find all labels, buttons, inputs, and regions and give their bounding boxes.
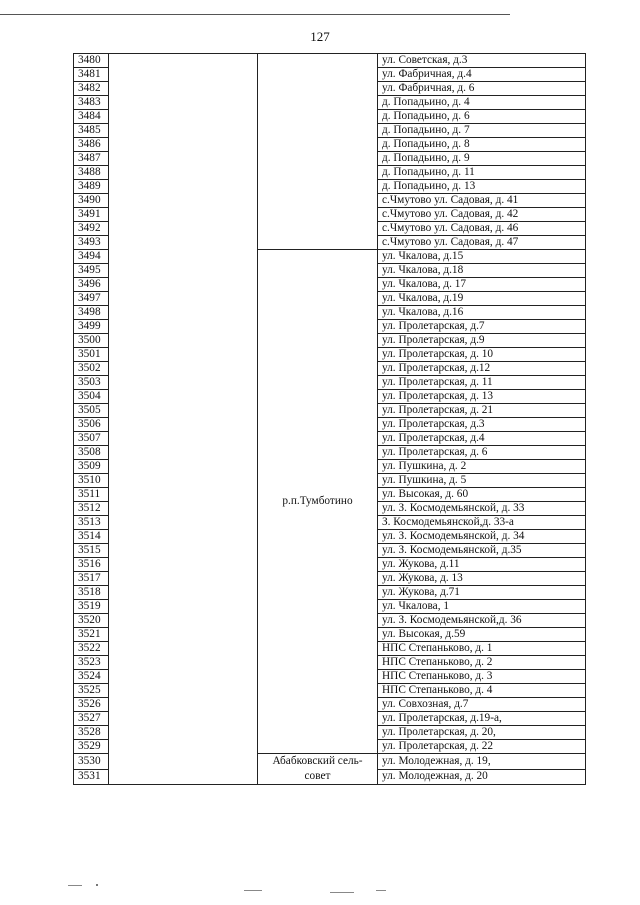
row-number: 3523: [74, 656, 109, 670]
page-number: 127: [310, 29, 330, 44]
top-rule: [0, 14, 510, 15]
address-cell: ул. Фабричная, д.4: [378, 68, 586, 82]
row-number: 3484: [74, 110, 109, 124]
row-number: 3482: [74, 82, 109, 96]
empty-column: [109, 54, 258, 785]
row-number: 3486: [74, 138, 109, 152]
address-cell: д. Попадьино, д. 11: [378, 166, 586, 180]
address-cell: З. Космодемьянской,д. 33-а: [378, 516, 586, 530]
address-cell: НПС Степаньково, д. 1: [378, 642, 586, 656]
address-cell: НПС Степаньково, д. 3: [378, 670, 586, 684]
address-cell: ул. Чкалова, д. 17: [378, 278, 586, 292]
address-cell: д. Попадьино, д. 6: [378, 110, 586, 124]
row-number: 3518: [74, 586, 109, 600]
row-number: 3481: [74, 68, 109, 82]
row-number: 3505: [74, 404, 109, 418]
row-number: 3488: [74, 166, 109, 180]
address-cell: ул. Чкалова, д.19: [378, 292, 586, 306]
address-cell: с.Чмутово ул. Садовая, д. 41: [378, 194, 586, 208]
address-cell: ул. Жукова, д. 13: [378, 572, 586, 586]
address-cell: НПС Степаньково, д. 2: [378, 656, 586, 670]
row-number: 3519: [74, 600, 109, 614]
row-number: 3513: [74, 516, 109, 530]
address-cell: ул. Пролетарская, д. 22: [378, 740, 586, 754]
row-number: 3525: [74, 684, 109, 698]
row-number: 3487: [74, 152, 109, 166]
row-number: 3521: [74, 628, 109, 642]
address-cell: ул. Пролетарская, д. 6: [378, 446, 586, 460]
address-cell: с.Чмутово ул. Садовая, д. 46: [378, 222, 586, 236]
address-cell: ул. Чкалова, д.18: [378, 264, 586, 278]
row-number: 3502: [74, 362, 109, 376]
row-number: 3485: [74, 124, 109, 138]
address-cell: ул. З. Космодемьянской, д.35: [378, 544, 586, 558]
address-cell: ул. Чкалова, 1: [378, 600, 586, 614]
address-cell: ул. Пролетарская, д. 13: [378, 390, 586, 404]
address-cell: ул. Пролетарская, д.9: [378, 334, 586, 348]
address-cell: д. Попадьино, д. 13: [378, 180, 586, 194]
address-cell: ул. Пролетарская, д.12: [378, 362, 586, 376]
row-number: 3500: [74, 334, 109, 348]
row-number: 3522: [74, 642, 109, 656]
scan-artifact: [68, 885, 82, 886]
settlement-cell: [258, 54, 378, 250]
scan-artifact: [244, 890, 262, 891]
address-cell: ул. Пролетарская, д. 20,: [378, 726, 586, 740]
row-number: 3495: [74, 264, 109, 278]
settlement-cell: Абабковский сель-совет: [258, 754, 378, 785]
address-cell: ул. Советская, д.3: [378, 54, 586, 68]
address-cell: д. Попадьино, д. 7: [378, 124, 586, 138]
address-cell: ул. З. Космодемьянской, д. 34: [378, 530, 586, 544]
row-number: 3506: [74, 418, 109, 432]
address-cell: ул. Пролетарская, д.19-а,: [378, 712, 586, 726]
row-number: 3480: [74, 54, 109, 68]
row-number: 3515: [74, 544, 109, 558]
row-number: 3509: [74, 460, 109, 474]
row-number: 3520: [74, 614, 109, 628]
row-number: 3527: [74, 712, 109, 726]
row-number: 3514: [74, 530, 109, 544]
address-cell: ул. З. Космодемьянской, д. 33: [378, 502, 586, 516]
row-number: 3490: [74, 194, 109, 208]
address-cell: ул. Пушкина, д. 2: [378, 460, 586, 474]
row-number: 3508: [74, 446, 109, 460]
row-number: 3499: [74, 320, 109, 334]
address-cell: с.Чмутово ул. Садовая, д. 42: [378, 208, 586, 222]
row-number: 3489: [74, 180, 109, 194]
table-body: [74, 54, 586, 785]
row-number: 3524: [74, 670, 109, 684]
address-cell: ул. Пролетарская, д.4: [378, 432, 586, 446]
address-cell: ул. Пролетарская, д.3: [378, 418, 586, 432]
scan-artifact: [330, 892, 354, 893]
row-number: 3504: [74, 390, 109, 404]
address-cell: ул. Пушкина, д. 5: [378, 474, 586, 488]
address-cell: ул. Пролетарская, д.7: [378, 320, 586, 334]
row-number: 3529: [74, 740, 109, 754]
row-number: 3491: [74, 208, 109, 222]
address-cell: ул. Фабричная, д. 6: [378, 82, 586, 96]
address-cell: ул. Высокая, д.59: [378, 628, 586, 642]
scan-artifact: [376, 890, 386, 891]
address-cell: ул. Высокая, д. 60: [378, 488, 586, 502]
settlement-cell: р.п.Тумботино: [258, 250, 378, 754]
row-number: 3493: [74, 236, 109, 250]
row-number: 3483: [74, 96, 109, 110]
address-cell: ул. Чкалова, д.15: [378, 250, 586, 264]
row-number: 3516: [74, 558, 109, 572]
row-number: 3494: [74, 250, 109, 264]
row-number: 3498: [74, 306, 109, 320]
address-cell: ул. Пролетарская, д. 10: [378, 348, 586, 362]
row-number: 3503: [74, 376, 109, 390]
address-cell: д. Попадьино, д. 9: [378, 152, 586, 166]
address-cell: д. Попадьино, д. 8: [378, 138, 586, 152]
row-number: 3511: [74, 488, 109, 502]
address-cell: ул. Пролетарская, д. 11: [378, 376, 586, 390]
row-number: 3531: [74, 769, 109, 785]
address-cell: д. Попадьино, д. 4: [378, 96, 586, 110]
row-number: 3512: [74, 502, 109, 516]
address-cell: НПС Степаньково, д. 4: [378, 684, 586, 698]
row-number: 3510: [74, 474, 109, 488]
row-number: 3526: [74, 698, 109, 712]
address-cell: ул. Чкалова, д.16: [378, 306, 586, 320]
row-number: 3501: [74, 348, 109, 362]
row-number: 3517: [74, 572, 109, 586]
address-cell: с.Чмутово ул. Садовая, д. 47: [378, 236, 586, 250]
address-registry-table: [73, 53, 586, 785]
row-number: 3496: [74, 278, 109, 292]
row-number: 3507: [74, 432, 109, 446]
address-cell: ул. Совхозная, д.7: [378, 698, 586, 712]
scan-artifact: [96, 884, 98, 886]
row-number: 3530: [74, 754, 109, 770]
row-number: 3492: [74, 222, 109, 236]
address-cell: ул. Пролетарская, д. 21: [378, 404, 586, 418]
address-cell: ул. Молодежная, д. 20: [378, 769, 586, 785]
address-cell: ул. Жукова, д.71: [378, 586, 586, 600]
table-row: [74, 54, 586, 68]
address-cell: ул. Жукова, д.11: [378, 558, 586, 572]
row-number: 3528: [74, 726, 109, 740]
address-cell: ул. З. Космодемьянской,д. 36: [378, 614, 586, 628]
row-number: 3497: [74, 292, 109, 306]
address-cell: ул. Молодежная, д. 19,: [378, 754, 586, 770]
